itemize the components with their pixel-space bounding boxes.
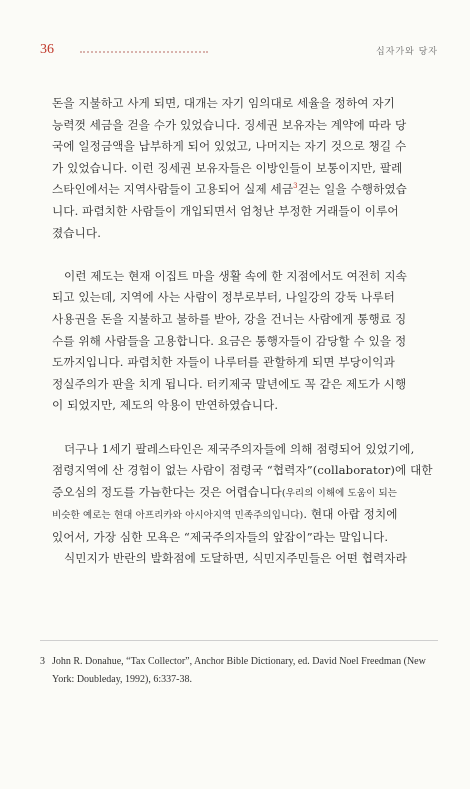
footnote-number: 3 (40, 656, 45, 667)
parenthetical-note: (우리의 이해에 도움이 되는 (281, 487, 398, 499)
header-dotted-rule (80, 51, 208, 53)
text-segment: 걷는 일을 수행하였습 (297, 182, 407, 197)
footnote-reference: 3 (293, 182, 298, 191)
text-line (52, 482, 442, 505)
text-line (52, 179, 442, 201)
paragraph-3 (52, 439, 442, 571)
text-line: 되고 있는데, 지역에 사는 사람이 정부로부터, 나일강의 강둑 나루터 (52, 290, 395, 305)
running-title: 십자가와 당자 (375, 47, 438, 57)
footnote-text: York: Doubleday, 1992), 6:337-38. (52, 674, 192, 685)
text-line: 도까지입니다. 파렴치한 자들이 나루터를 관할하게 되면 부당이익과 (52, 355, 395, 370)
text-segment: . 현대 아랍 정치에 (303, 507, 398, 522)
text-line: 점령지역에 산 경험이 없는 사람이 점령국 “협력자”(collaborator)에 대한 (52, 463, 433, 478)
text-line: 국에 일정금액을 납부하게 되어 있었고, 나머지는 자기 것으로 챙길 수 (52, 139, 407, 154)
text-line (52, 504, 442, 527)
text-line: 가 있었습니다. 이런 징세권 보유자들은 이방인들이 보통이지만, 팔레 (52, 160, 403, 175)
text-line: 사용권을 돈을 지불하고 불하를 받아, 강을 건너는 사람에게 통행료 징 (52, 311, 407, 326)
text-line: 더구나 1세기 팔레스타인은 제국주의자들에 의해 점령되어 있었기에, (64, 441, 415, 456)
footnote-divider (40, 640, 438, 641)
text-segment: 증오심의 정도를 가늠한다는 것은 어렵습니다 (52, 484, 282, 499)
body-text (52, 93, 442, 570)
text-line: 있어서, 가장 심한 모욕은 “제국주의자들의 앞잡이”라는 말입니다. (52, 529, 389, 544)
text-line: 돈을 지불하고 사게 되면, 대개는 자기 임의대로 세율을 정하여 자기 (52, 96, 395, 110)
text-line: 이런 제도는 현재 이집트 마을 생활 속에 한 지점에서도 여전히 지속 (64, 268, 407, 283)
text-segment: 스타인에서는 지역사람들이 고용되어 실제 세금 (52, 182, 294, 197)
footnote (40, 653, 440, 689)
footnote-text: John R. Donahue, “Tax Collector”, Anchor Bible Dictionary, ed. David Noel Freedman (New (52, 656, 426, 667)
text-line: 니다. 파렴치한 사람들이 개입되면서 엄청난 부정한 거래들이 이루어 (52, 203, 399, 218)
text-line: 졌습니다. (52, 225, 101, 240)
text-line: 수를 위해 사람들을 고용합니다. 요금은 통행자들이 감당할 수 있을 정 (52, 333, 407, 348)
text-line: 능력껏 세금을 걷을 수가 있었습니다. 징세권 보유자는 계약에 따라 당 (52, 117, 407, 132)
page-header (40, 42, 438, 60)
text-line: 식민지가 반란의 발화점에 도달하면, 식민지주민들은 어떤 협력자라 (64, 551, 407, 566)
text-line: 이 되었지만, 제도의 악용이 만연하였습니다. (52, 398, 279, 413)
parenthetical-note: 비슷한 예로는 현대 아프리카와 아시아지역 민족주의입니다) (52, 510, 304, 522)
page-number: 36 (40, 42, 54, 57)
paragraph-2 (52, 266, 442, 417)
paragraph-1 (52, 93, 442, 244)
text-line: 정실주의가 판을 치게 됩니다. 터키제국 말년에도 꼭 같은 제도가 시행 (52, 376, 407, 391)
